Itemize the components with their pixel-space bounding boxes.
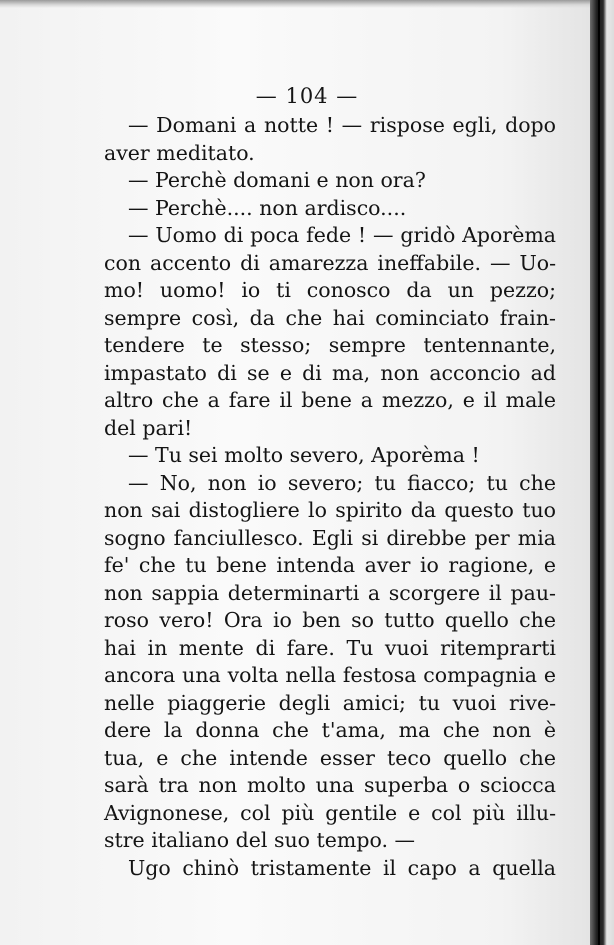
text-line: — Perchè domani e non ora? [128, 168, 426, 192]
text-line: del pari! [104, 415, 193, 440]
text-line: — No, non io severo; tu fiacco; tu che [128, 470, 556, 495]
text-line: — Tu sei molto severo, Aporèma ! [128, 443, 480, 467]
text-line: stre italiano del suo tempo. — [104, 828, 415, 852]
text-line: roso vero! Ora io ben so tutto quello che [104, 608, 556, 632]
text-line: non sai distogliere lo spirito da questo tuo [104, 498, 556, 522]
text-line: — Perchè.... non ardisco.... [128, 195, 407, 220]
text-line: — Domani a notte ! — rispose egli, dopo [128, 113, 556, 137]
text-line: impastato di se e di ma, non acconcio ad [104, 360, 556, 385]
page-number: — 104 — [255, 84, 359, 108]
page-top-shadow [0, 0, 590, 8]
text-line: nelle piaggerie degli amici; tu vuoi rive- [104, 690, 556, 715]
text-line: dere la donna che t'ama, ma che non è [104, 718, 556, 742]
text-line: fe' che tu bene intenda aver io ragione, e [104, 553, 556, 577]
text-line: tua, e che intende esser teco quello che [104, 745, 556, 770]
text-line: non sappia determinarti a scorgere il pau- [104, 580, 556, 605]
text-line: altro che a fare il bene a mezzo, e il male [104, 388, 556, 412]
text-line: tendere te stesso; sempre tentennante, [104, 333, 556, 357]
text-line: con accento di amarezza ineffabile. — Uo- [104, 250, 556, 275]
text-line: — Uomo di poca fede ! — gridò Aporèma [128, 223, 556, 247]
body-text [104, 112, 556, 882]
text-line: hai in mente di fare. Tu vuoi ritemprarti [104, 635, 556, 660]
text-line: Ugo chinò tristamente il capo a quella [128, 855, 556, 880]
book-gutter [590, 0, 614, 945]
text-line: Avignonese, col più gentile e col più illu- [104, 800, 556, 825]
text-line: sarà tra non molto una superba o sciocca [104, 773, 556, 797]
text-line: aver meditato. [104, 140, 255, 165]
text-line: ancora una volta nella festosa compagnia e [104, 663, 556, 687]
text-line: sempre così, da che hai cominciato frain- [104, 305, 556, 330]
gutter-edge [598, 0, 600, 945]
text-line: sogno fanciullesco. Egli si direbbe per mia [104, 525, 556, 550]
text-line: mo! uomo! io ti conosco da un pezzo; [104, 278, 556, 302]
